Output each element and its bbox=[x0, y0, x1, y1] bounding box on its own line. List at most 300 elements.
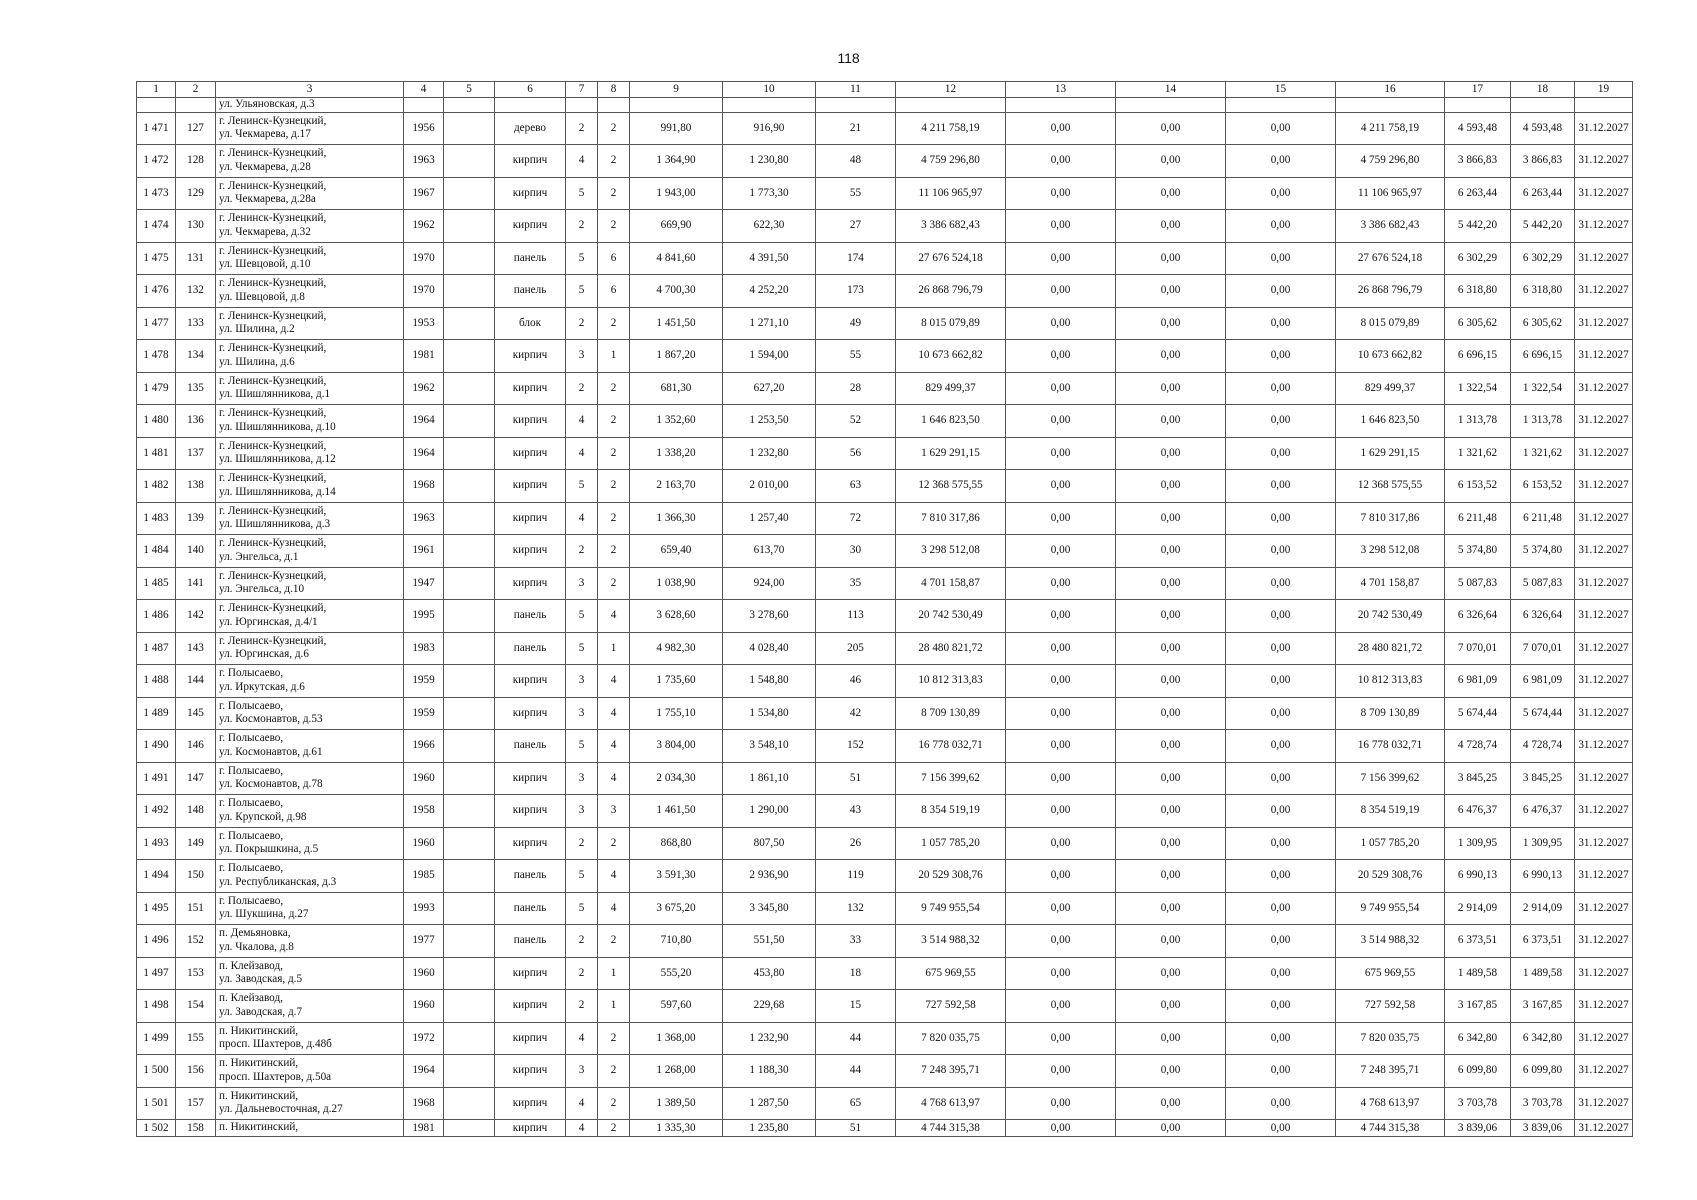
material-cell: кирпич bbox=[495, 502, 566, 535]
total-area-cell: 3 804,00 bbox=[630, 730, 723, 763]
material-cell: кирпич bbox=[495, 145, 566, 178]
living-area-cell: 2 936,90 bbox=[723, 860, 816, 893]
total-cost-cell: 10 673 662,82 bbox=[896, 340, 1006, 373]
address-locality: г. Ленинск-Кузнецкий, bbox=[219, 309, 327, 322]
material-cell: кирпич bbox=[495, 990, 566, 1023]
cost-cell: 0,00 bbox=[1006, 892, 1116, 925]
address-street: ул. Заводская, д.7 bbox=[219, 1005, 303, 1018]
entrances-cell: 4 bbox=[598, 892, 630, 925]
cost-cell: 0,00 bbox=[1226, 437, 1336, 470]
living-area-cell: 3 345,80 bbox=[723, 892, 816, 925]
address-cell bbox=[216, 275, 404, 308]
year-cell: 1956 bbox=[404, 112, 444, 145]
living-area-cell: 4 391,50 bbox=[723, 242, 816, 275]
deadline-cell: 31.12.2027 bbox=[1575, 827, 1633, 860]
deadline-cell: 31.12.2027 bbox=[1575, 892, 1633, 925]
total-area-cell: 1 338,20 bbox=[630, 437, 723, 470]
empty-cell bbox=[444, 827, 495, 860]
address-locality: п. Клейзавод, bbox=[219, 992, 283, 1005]
column-header: 17 bbox=[1445, 82, 1511, 98]
empty-cell bbox=[444, 730, 495, 763]
material-cell: кирпич bbox=[495, 1022, 566, 1055]
cost-cell: 20 742 530,49 bbox=[1336, 600, 1445, 633]
address-cell bbox=[216, 372, 404, 405]
residents-cell: 113 bbox=[816, 600, 896, 633]
floors-cell: 2 bbox=[566, 372, 598, 405]
cost-cell: 0,00 bbox=[1226, 340, 1336, 373]
empty-cell bbox=[444, 860, 495, 893]
floors-cell: 2 bbox=[566, 957, 598, 990]
table-row bbox=[137, 177, 1633, 210]
year-cell: 1953 bbox=[404, 307, 444, 340]
unit-cost-cell: 1 313,78 bbox=[1511, 405, 1575, 438]
entrances-cell: 2 bbox=[598, 177, 630, 210]
material-cell: кирпич bbox=[495, 405, 566, 438]
address-street: ул. Республиканская, д.3 bbox=[219, 875, 337, 888]
local-number-cell: 144 bbox=[176, 665, 216, 698]
empty-cell bbox=[444, 957, 495, 990]
address-street: ул. Чекмарева, д.32 bbox=[219, 225, 311, 238]
deadline-cell: 31.12.2027 bbox=[1575, 795, 1633, 828]
cost-cell: 0,00 bbox=[1226, 762, 1336, 795]
cost-cell: 0,00 bbox=[1006, 860, 1116, 893]
floors-cell: 4 bbox=[566, 405, 598, 438]
floors-cell: 5 bbox=[566, 860, 598, 893]
address-street: ул. Космонавтов, д.78 bbox=[219, 778, 323, 791]
living-area-cell: 622,30 bbox=[723, 210, 816, 243]
material-cell: кирпич bbox=[495, 210, 566, 243]
unit-cost-cell: 5 087,83 bbox=[1511, 567, 1575, 600]
deadline-cell: 31.12.2027 bbox=[1575, 145, 1633, 178]
material-cell: панель bbox=[495, 600, 566, 633]
total-area-cell: 555,20 bbox=[630, 957, 723, 990]
address-cell bbox=[216, 860, 404, 893]
year-cell: 1959 bbox=[404, 697, 444, 730]
address-locality: г. Полысаево, bbox=[219, 862, 284, 875]
year-cell: 1967 bbox=[404, 177, 444, 210]
column-header: 1 bbox=[137, 82, 176, 98]
total-area-cell: 991,80 bbox=[630, 112, 723, 145]
deadline-cell: 31.12.2027 bbox=[1575, 372, 1633, 405]
unit-cost-cell: 2 914,09 bbox=[1445, 892, 1511, 925]
entrances-cell: 2 bbox=[598, 1120, 630, 1137]
deadline-cell: 31.12.2027 bbox=[1575, 990, 1633, 1023]
row-number-cell: 1 496 bbox=[137, 925, 176, 958]
total-cost-cell: 1 057 785,20 bbox=[896, 827, 1006, 860]
total-cost-cell: 4 759 296,80 bbox=[896, 145, 1006, 178]
unit-cost-cell: 6 263,44 bbox=[1445, 177, 1511, 210]
address-cell bbox=[216, 405, 404, 438]
table-row bbox=[137, 372, 1633, 405]
residents-cell: 35 bbox=[816, 567, 896, 600]
unit-cost-cell: 6 302,29 bbox=[1511, 242, 1575, 275]
address-locality: п. Демьяновка, bbox=[219, 927, 291, 940]
total-cost-cell: 8 015 079,89 bbox=[896, 307, 1006, 340]
deadline-cell: 31.12.2027 bbox=[1575, 535, 1633, 568]
residents-cell: 152 bbox=[816, 730, 896, 763]
cost-cell: 0,00 bbox=[1116, 860, 1226, 893]
address-locality: г. Ленинск-Кузнецкий, bbox=[219, 147, 327, 160]
residents-cell: 15 bbox=[816, 990, 896, 1023]
table-row bbox=[137, 340, 1633, 373]
cost-cell: 0,00 bbox=[1116, 210, 1226, 243]
table-cell bbox=[896, 98, 1006, 113]
cost-cell: 0,00 bbox=[1006, 535, 1116, 568]
row-number-cell: 1 501 bbox=[137, 1087, 176, 1120]
deadline-cell: 31.12.2027 bbox=[1575, 470, 1633, 503]
material-cell: кирпич bbox=[495, 340, 566, 373]
living-area-cell: 1 188,30 bbox=[723, 1055, 816, 1088]
address-cell bbox=[216, 632, 404, 665]
address-locality: г. Ленинск-Кузнецкий, bbox=[219, 342, 327, 355]
floors-cell: 4 bbox=[566, 502, 598, 535]
row-number-cell: 1 502 bbox=[137, 1120, 176, 1137]
unit-cost-cell: 4 593,48 bbox=[1445, 112, 1511, 145]
total-cost-cell: 727 592,58 bbox=[896, 990, 1006, 1023]
unit-cost-cell: 6 981,09 bbox=[1445, 665, 1511, 698]
local-number-cell: 154 bbox=[176, 990, 216, 1023]
row-number-cell: 1 486 bbox=[137, 600, 176, 633]
floors-cell: 5 bbox=[566, 275, 598, 308]
cost-cell: 0,00 bbox=[1006, 210, 1116, 243]
total-area-cell: 669,90 bbox=[630, 210, 723, 243]
local-number-cell: 136 bbox=[176, 405, 216, 438]
cost-cell: 0,00 bbox=[1116, 1022, 1226, 1055]
floors-cell: 4 bbox=[566, 145, 598, 178]
living-area-cell: 1 534,80 bbox=[723, 697, 816, 730]
unit-cost-cell: 3 167,85 bbox=[1445, 990, 1511, 1023]
living-area-cell: 1 232,80 bbox=[723, 437, 816, 470]
empty-cell bbox=[444, 892, 495, 925]
deadline-cell: 31.12.2027 bbox=[1575, 210, 1633, 243]
address-locality: г. Ленинск-Кузнецкий, bbox=[219, 212, 327, 225]
housing-register-table bbox=[136, 81, 1633, 1137]
cost-cell: 0,00 bbox=[1006, 112, 1116, 145]
table-row bbox=[137, 242, 1633, 275]
column-header: 10 bbox=[723, 82, 816, 98]
unit-cost-cell: 6 326,64 bbox=[1445, 600, 1511, 633]
floors-cell: 2 bbox=[566, 112, 598, 145]
floors-cell: 5 bbox=[566, 242, 598, 275]
cost-cell: 0,00 bbox=[1006, 340, 1116, 373]
table-row bbox=[137, 470, 1633, 503]
local-number-cell: 133 bbox=[176, 307, 216, 340]
cost-cell: 0,00 bbox=[1226, 210, 1336, 243]
cost-cell: 0,00 bbox=[1006, 145, 1116, 178]
year-cell: 1977 bbox=[404, 925, 444, 958]
cost-cell: 829 499,37 bbox=[1336, 372, 1445, 405]
year-cell: 1960 bbox=[404, 990, 444, 1023]
total-cost-cell: 4 701 158,87 bbox=[896, 567, 1006, 600]
table-cell bbox=[630, 98, 723, 113]
cost-cell: 8 354 519,19 bbox=[1336, 795, 1445, 828]
material-cell: кирпич bbox=[495, 177, 566, 210]
unit-cost-cell: 5 374,80 bbox=[1511, 535, 1575, 568]
year-cell: 1960 bbox=[404, 827, 444, 860]
address-cell bbox=[216, 307, 404, 340]
total-cost-cell: 829 499,37 bbox=[896, 372, 1006, 405]
row-number-cell: 1 490 bbox=[137, 730, 176, 763]
address-cell bbox=[216, 827, 404, 860]
living-area-cell: 551,50 bbox=[723, 925, 816, 958]
local-number-cell: 156 bbox=[176, 1055, 216, 1088]
cost-cell: 0,00 bbox=[1006, 827, 1116, 860]
living-area-cell: 2 010,00 bbox=[723, 470, 816, 503]
residents-cell: 46 bbox=[816, 665, 896, 698]
residents-cell: 48 bbox=[816, 145, 896, 178]
address-locality: г. Ленинск-Кузнецкий, bbox=[219, 472, 327, 485]
living-area-cell: 1 253,50 bbox=[723, 405, 816, 438]
cost-cell: 4 701 158,87 bbox=[1336, 567, 1445, 600]
address-cell: ул. Ульяновская, д.3 bbox=[216, 98, 404, 113]
address-locality: г. Ленинск-Кузнецкий, bbox=[219, 537, 327, 550]
cost-cell: 0,00 bbox=[1226, 892, 1336, 925]
address-cell bbox=[216, 502, 404, 535]
floors-cell: 5 bbox=[566, 177, 598, 210]
total-cost-cell: 16 778 032,71 bbox=[896, 730, 1006, 763]
table-row bbox=[137, 1055, 1633, 1088]
cost-cell: 0,00 bbox=[1226, 925, 1336, 958]
column-number-row bbox=[137, 82, 1633, 98]
cost-cell: 0,00 bbox=[1116, 567, 1226, 600]
total-area-cell: 710,80 bbox=[630, 925, 723, 958]
total-cost-cell: 4 744 315,38 bbox=[896, 1120, 1006, 1137]
residents-cell: 119 bbox=[816, 860, 896, 893]
entrances-cell: 4 bbox=[598, 730, 630, 763]
entrances-cell: 4 bbox=[598, 665, 630, 698]
residents-cell: 56 bbox=[816, 437, 896, 470]
address-cell bbox=[216, 665, 404, 698]
table-row bbox=[137, 925, 1633, 958]
cost-cell: 0,00 bbox=[1116, 437, 1226, 470]
cost-cell: 20 529 308,76 bbox=[1336, 860, 1445, 893]
cost-cell: 0,00 bbox=[1006, 502, 1116, 535]
row-number-cell: 1 473 bbox=[137, 177, 176, 210]
cost-cell: 3 514 988,32 bbox=[1336, 925, 1445, 958]
total-cost-cell: 3 298 512,08 bbox=[896, 535, 1006, 568]
entrances-cell: 2 bbox=[598, 925, 630, 958]
total-area-cell: 2 034,30 bbox=[630, 762, 723, 795]
empty-cell bbox=[444, 632, 495, 665]
year-cell: 1947 bbox=[404, 567, 444, 600]
unit-cost-cell: 6 305,62 bbox=[1445, 307, 1511, 340]
table-row bbox=[137, 275, 1633, 308]
cost-cell: 0,00 bbox=[1006, 1087, 1116, 1120]
cost-cell: 0,00 bbox=[1006, 1120, 1116, 1137]
local-number-cell: 148 bbox=[176, 795, 216, 828]
address-locality: г. Полысаево, bbox=[219, 699, 284, 712]
cost-cell: 0,00 bbox=[1226, 1022, 1336, 1055]
total-cost-cell: 11 106 965,97 bbox=[896, 177, 1006, 210]
total-area-cell: 1 335,30 bbox=[630, 1120, 723, 1137]
cost-cell: 0,00 bbox=[1226, 600, 1336, 633]
cost-cell: 0,00 bbox=[1226, 827, 1336, 860]
table-cell bbox=[1445, 98, 1511, 113]
floors-cell: 5 bbox=[566, 892, 598, 925]
address-locality: п. Никитинский, bbox=[219, 1024, 299, 1037]
table-cell bbox=[1575, 98, 1633, 113]
local-number-cell: 132 bbox=[176, 275, 216, 308]
empty-cell bbox=[444, 762, 495, 795]
residents-cell: 65 bbox=[816, 1087, 896, 1120]
deadline-cell: 31.12.2027 bbox=[1575, 697, 1633, 730]
total-area-cell: 1 368,00 bbox=[630, 1022, 723, 1055]
empty-cell bbox=[444, 1120, 495, 1137]
residents-cell: 173 bbox=[816, 275, 896, 308]
total-area-cell: 1 735,60 bbox=[630, 665, 723, 698]
unit-cost-cell: 6 211,48 bbox=[1445, 502, 1511, 535]
table-row bbox=[137, 827, 1633, 860]
local-number-cell: 149 bbox=[176, 827, 216, 860]
unit-cost-cell: 6 373,51 bbox=[1445, 925, 1511, 958]
residents-cell: 174 bbox=[816, 242, 896, 275]
local-number-cell: 146 bbox=[176, 730, 216, 763]
table-row bbox=[137, 957, 1633, 990]
table-row bbox=[137, 762, 1633, 795]
entrances-cell: 4 bbox=[598, 860, 630, 893]
residents-cell: 72 bbox=[816, 502, 896, 535]
cost-cell: 0,00 bbox=[1006, 242, 1116, 275]
address-street: ул. Покрышкина, д.5 bbox=[219, 843, 319, 856]
empty-cell bbox=[444, 177, 495, 210]
total-cost-cell: 20 529 308,76 bbox=[896, 860, 1006, 893]
table-row bbox=[137, 502, 1633, 535]
living-area-cell: 627,20 bbox=[723, 372, 816, 405]
cost-cell: 0,00 bbox=[1116, 990, 1226, 1023]
residents-cell: 26 bbox=[816, 827, 896, 860]
unit-cost-cell: 4 593,48 bbox=[1511, 112, 1575, 145]
unit-cost-cell: 4 728,74 bbox=[1445, 730, 1511, 763]
address-street: ул. Космонавтов, д.53 bbox=[219, 713, 323, 726]
cost-cell: 1 629 291,15 bbox=[1336, 437, 1445, 470]
unit-cost-cell: 6 342,80 bbox=[1511, 1022, 1575, 1055]
total-area-cell: 1 943,00 bbox=[630, 177, 723, 210]
row-number-cell: 1 483 bbox=[137, 502, 176, 535]
empty-cell bbox=[444, 145, 495, 178]
cost-cell: 0,00 bbox=[1116, 275, 1226, 308]
cost-cell: 0,00 bbox=[1226, 307, 1336, 340]
cost-cell: 0,00 bbox=[1006, 275, 1116, 308]
year-cell: 1970 bbox=[404, 275, 444, 308]
residents-cell: 42 bbox=[816, 697, 896, 730]
total-area-cell: 1 366,30 bbox=[630, 502, 723, 535]
cost-cell: 28 480 821,72 bbox=[1336, 632, 1445, 665]
address-street: ул. Чкалова, д.8 bbox=[219, 940, 294, 953]
year-cell: 1963 bbox=[404, 145, 444, 178]
table-body bbox=[137, 98, 1633, 1137]
local-number-cell: 139 bbox=[176, 502, 216, 535]
cost-cell: 8 015 079,89 bbox=[1336, 307, 1445, 340]
cost-cell: 11 106 965,97 bbox=[1336, 177, 1445, 210]
unit-cost-cell: 6 318,80 bbox=[1445, 275, 1511, 308]
table-row bbox=[137, 665, 1633, 698]
entrances-cell: 2 bbox=[598, 112, 630, 145]
entrances-cell: 6 bbox=[598, 275, 630, 308]
address-cell bbox=[216, 242, 404, 275]
row-number-cell: 1 480 bbox=[137, 405, 176, 438]
unit-cost-cell: 5 087,83 bbox=[1445, 567, 1511, 600]
unit-cost-cell: 1 322,54 bbox=[1445, 372, 1511, 405]
entrances-cell: 2 bbox=[598, 437, 630, 470]
entrances-cell: 2 bbox=[598, 1055, 630, 1088]
unit-cost-cell: 6 099,80 bbox=[1511, 1055, 1575, 1088]
total-cost-cell: 8 709 130,89 bbox=[896, 697, 1006, 730]
deadline-cell: 31.12.2027 bbox=[1575, 112, 1633, 145]
row-number-cell: 1 471 bbox=[137, 112, 176, 145]
table-cell bbox=[404, 98, 444, 113]
floors-cell: 2 bbox=[566, 925, 598, 958]
address-locality: г. Ленинск-Кузнецкий, bbox=[219, 439, 327, 452]
cost-cell: 7 810 317,86 bbox=[1336, 502, 1445, 535]
local-number-cell: 150 bbox=[176, 860, 216, 893]
unit-cost-cell: 3 845,25 bbox=[1511, 762, 1575, 795]
entrances-cell: 6 bbox=[598, 242, 630, 275]
table-row bbox=[137, 1087, 1633, 1120]
column-header: 3 bbox=[216, 82, 404, 98]
address-cell bbox=[216, 145, 404, 178]
material-cell: кирпич bbox=[495, 1055, 566, 1088]
cost-cell: 4 759 296,80 bbox=[1336, 145, 1445, 178]
material-cell: панель bbox=[495, 242, 566, 275]
address-cell bbox=[216, 210, 404, 243]
cost-cell: 0,00 bbox=[1006, 795, 1116, 828]
empty-cell bbox=[444, 535, 495, 568]
cost-cell: 10 812 313,83 bbox=[1336, 665, 1445, 698]
address-street: ул. Крупской, д.98 bbox=[219, 810, 307, 823]
address-cell bbox=[216, 600, 404, 633]
continuation-row bbox=[137, 98, 1633, 113]
table-row bbox=[137, 437, 1633, 470]
deadline-cell: 31.12.2027 bbox=[1575, 307, 1633, 340]
address-cell bbox=[216, 112, 404, 145]
row-number-cell: 1 492 bbox=[137, 795, 176, 828]
cost-cell: 0,00 bbox=[1226, 795, 1336, 828]
living-area-cell: 3 278,60 bbox=[723, 600, 816, 633]
local-number-cell: 158 bbox=[176, 1120, 216, 1137]
table-cell bbox=[723, 98, 816, 113]
cost-cell: 0,00 bbox=[1116, 502, 1226, 535]
local-number-cell: 135 bbox=[176, 372, 216, 405]
column-header: 15 bbox=[1226, 82, 1336, 98]
cost-cell: 0,00 bbox=[1006, 567, 1116, 600]
entrances-cell: 4 bbox=[598, 697, 630, 730]
floors-cell: 3 bbox=[566, 340, 598, 373]
row-number-cell: 1 477 bbox=[137, 307, 176, 340]
total-cost-cell: 1 646 823,50 bbox=[896, 405, 1006, 438]
empty-cell bbox=[444, 1055, 495, 1088]
year-cell: 1960 bbox=[404, 762, 444, 795]
unit-cost-cell: 5 374,80 bbox=[1445, 535, 1511, 568]
cost-cell: 0,00 bbox=[1226, 145, 1336, 178]
floors-cell: 5 bbox=[566, 470, 598, 503]
cost-cell: 26 868 796,79 bbox=[1336, 275, 1445, 308]
unit-cost-cell: 5 674,44 bbox=[1511, 697, 1575, 730]
local-number-cell: 140 bbox=[176, 535, 216, 568]
address-cell bbox=[216, 1022, 404, 1055]
cost-cell: 0,00 bbox=[1226, 535, 1336, 568]
address-cell bbox=[216, 697, 404, 730]
total-area-cell: 4 841,60 bbox=[630, 242, 723, 275]
row-number-cell: 1 498 bbox=[137, 990, 176, 1023]
residents-cell: 21 bbox=[816, 112, 896, 145]
local-number-cell: 134 bbox=[176, 340, 216, 373]
empty-cell bbox=[444, 795, 495, 828]
material-cell: дерево bbox=[495, 112, 566, 145]
empty-cell bbox=[444, 405, 495, 438]
floors-cell: 3 bbox=[566, 697, 598, 730]
local-number-cell: 138 bbox=[176, 470, 216, 503]
address-locality: г. Ленинск-Кузнецкий, bbox=[219, 114, 327, 127]
